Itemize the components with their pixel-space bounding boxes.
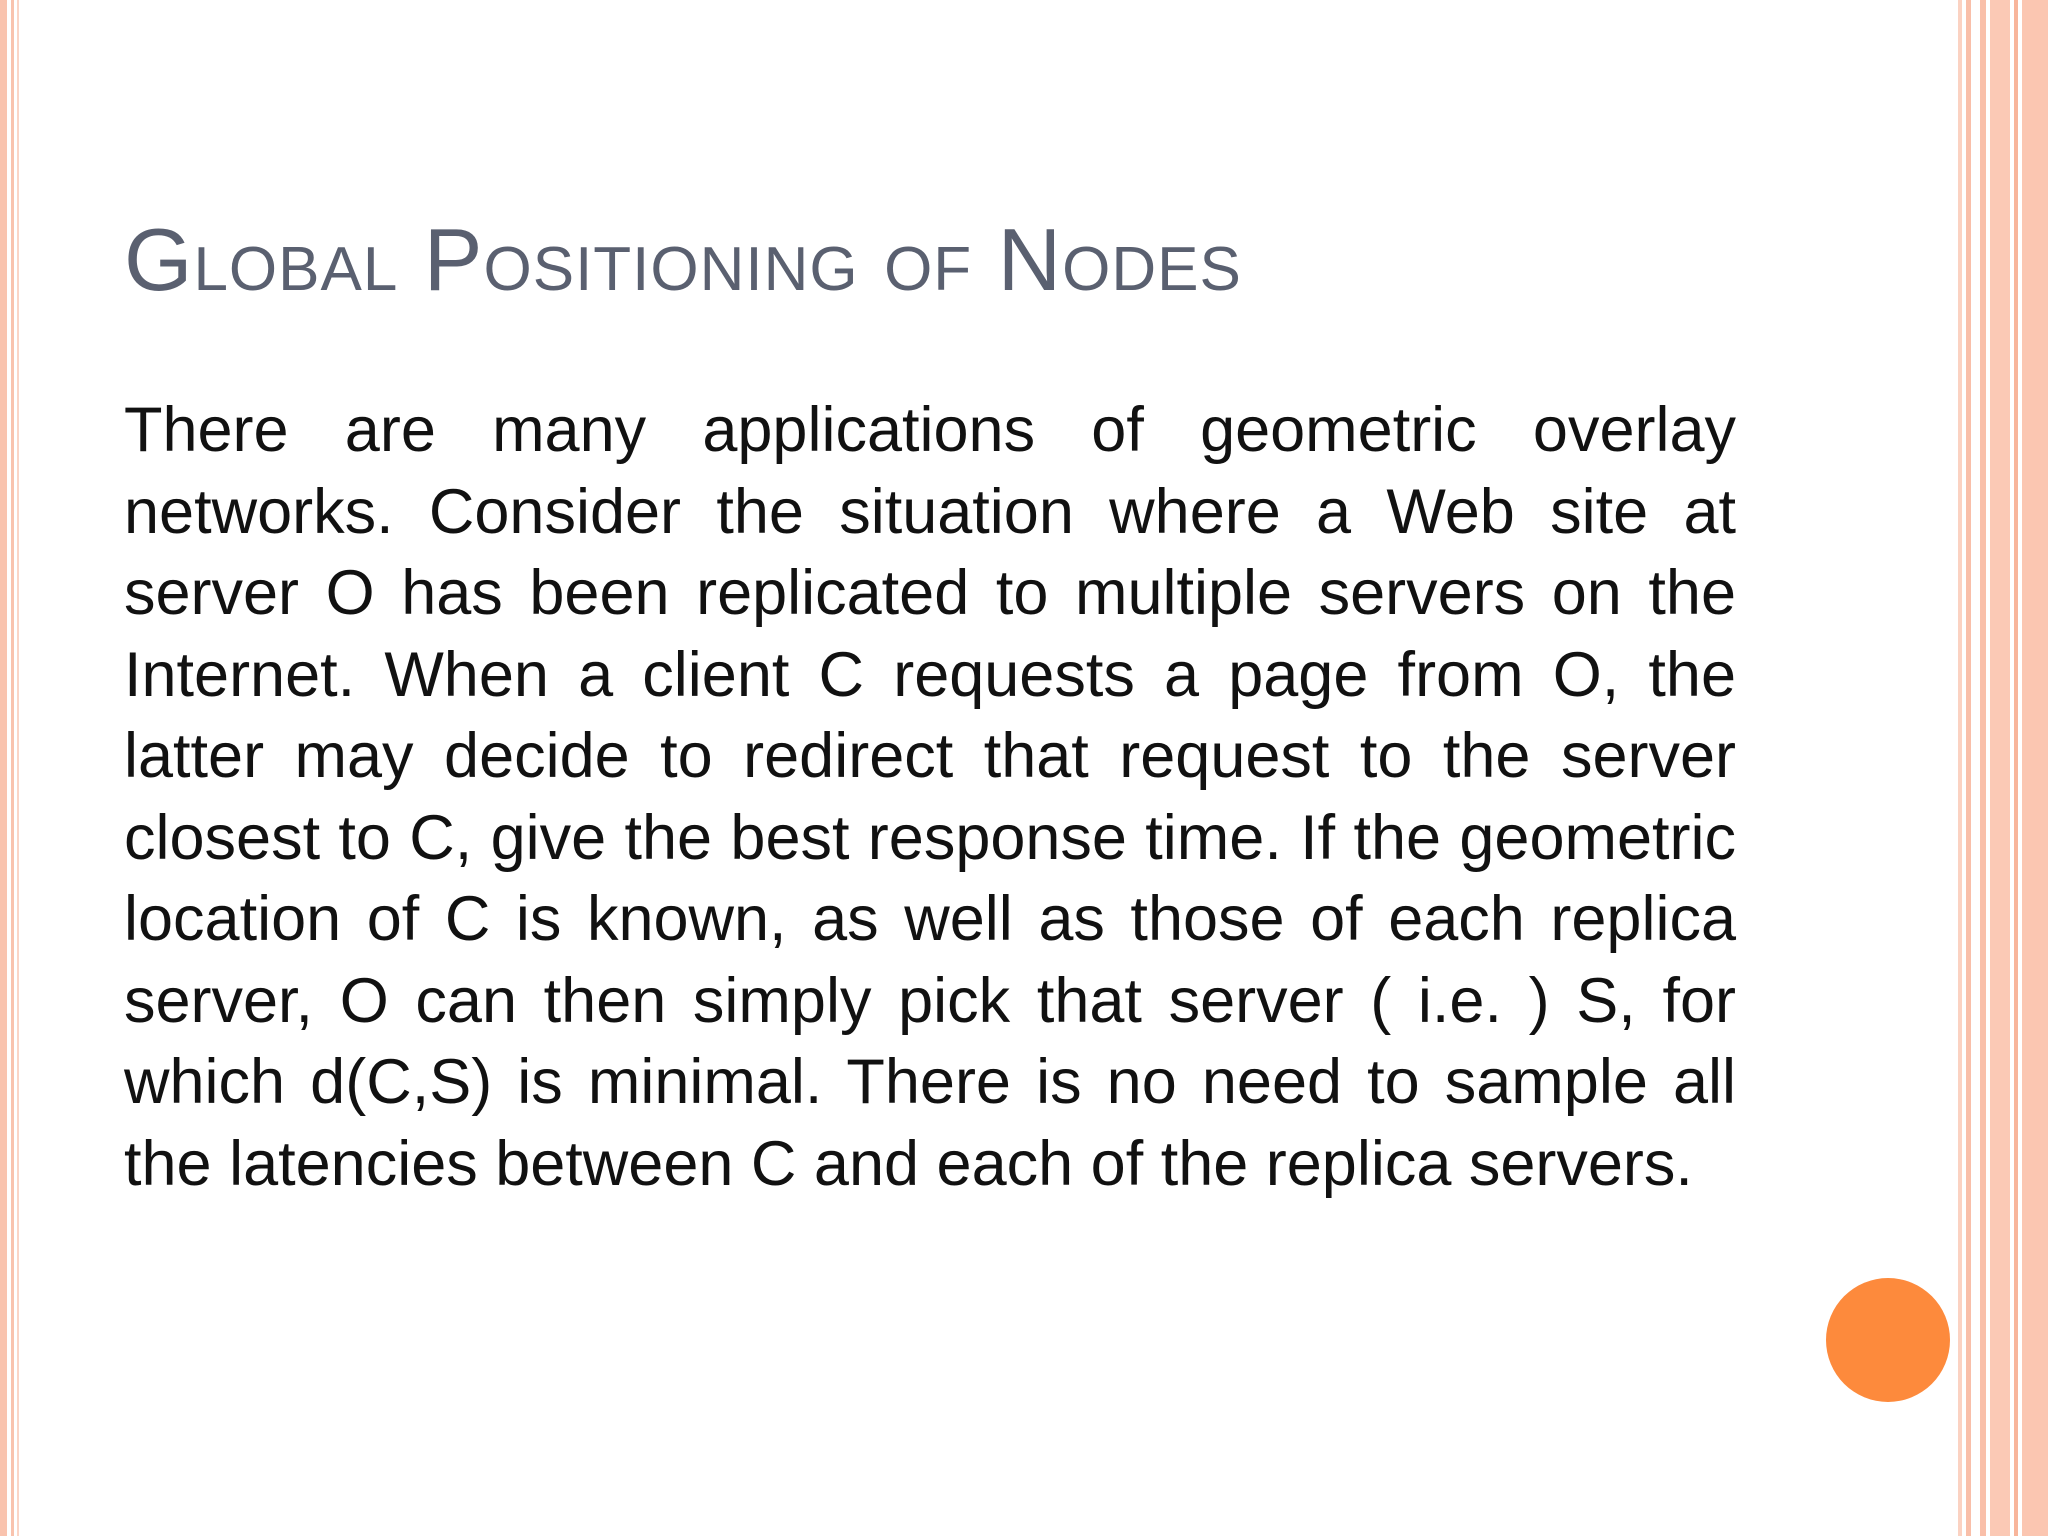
right-border-stripe (1966, 0, 1971, 1536)
slide-title: Global Positioning of Nodes (124, 210, 1242, 309)
right-border-stripe (2014, 0, 2018, 1536)
right-border-stripe (2022, 0, 2048, 1536)
right-border-stripe (1958, 0, 1962, 1536)
orange-circle-decoration (1826, 1278, 1950, 1402)
right-border-stripe (1990, 0, 2010, 1536)
slide-body-text: There are many applications of geometric overlay networks. Consider the situation where a Web site at server O has been replicated to multiple servers on the Internet. When a client C requests a page from O, the latter may decide to redirect that request to the server closest to C, give the best response time. If the geometric location of C is known, as well as those of each replica server, O can then simply pick that server ( i.e. ) S, for which d(C,S) is minimal. There is no need to sample all the latencies between C and each of the replica servers. (124, 395, 1736, 1199)
left-border-stripe (0, 0, 7, 1536)
right-border-stripe (1980, 0, 1986, 1536)
left-border-stripe (17, 0, 19, 1536)
left-border-stripe (11, 0, 14, 1536)
